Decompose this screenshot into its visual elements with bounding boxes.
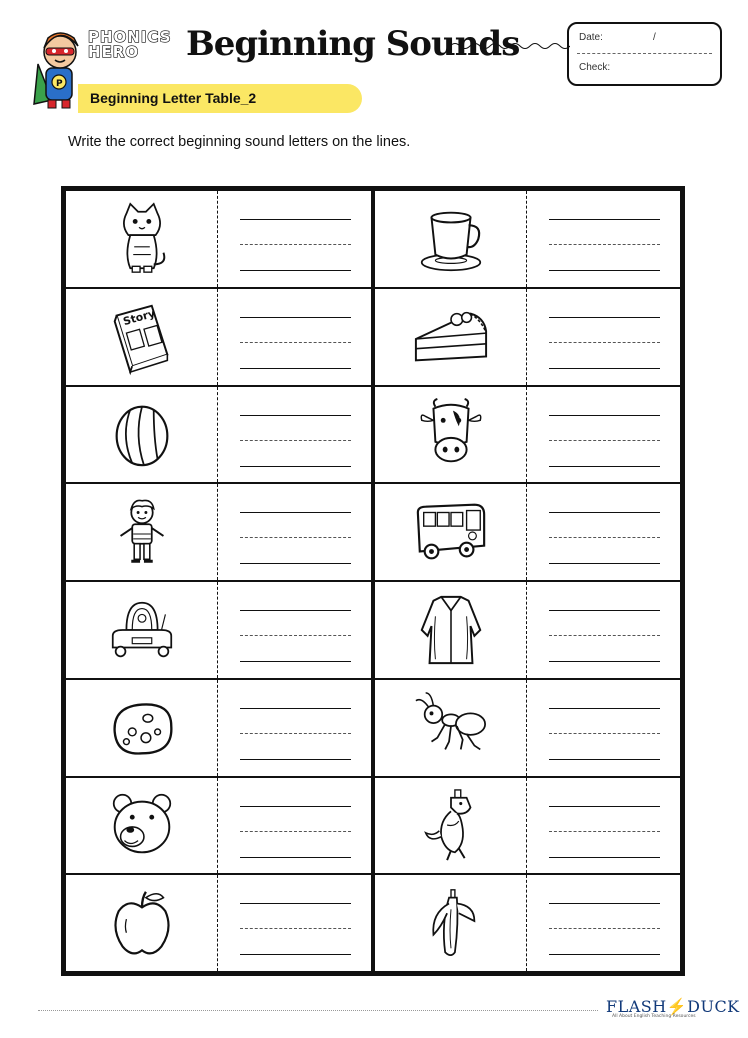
writing-line-top — [549, 415, 660, 416]
logo-tagline: All About English Teaching Resources — [612, 1014, 696, 1019]
ant-icon — [412, 689, 490, 767]
writing-line-top — [240, 708, 351, 709]
writing-line-middle — [240, 635, 351, 636]
cow-icon — [412, 395, 490, 473]
writing-line-top — [549, 903, 660, 904]
date-divider — [577, 53, 712, 54]
writing-line-bottom — [549, 270, 660, 271]
cup-icon — [412, 200, 490, 278]
worksheet-row — [66, 484, 371, 582]
worksheet-row — [66, 680, 371, 778]
writing-line-top — [549, 512, 660, 513]
writing-line-top — [549, 708, 660, 709]
writing-line-top — [549, 219, 660, 220]
writing-line-bottom — [549, 563, 660, 564]
writing-line-top — [549, 610, 660, 611]
logo-right: DUCK — [687, 997, 740, 1016]
writing-line-bottom — [549, 857, 660, 858]
writing-line-middle — [240, 928, 351, 929]
worksheet-row — [66, 582, 371, 680]
lightning-bolt-icon: ⚡ — [666, 997, 688, 1016]
ball-icon — [103, 395, 181, 473]
logo-left: FLASH — [606, 997, 667, 1016]
writing-line-top — [240, 219, 351, 220]
writing-line-middle — [549, 928, 660, 929]
bus-icon — [412, 493, 490, 571]
brand-line-1: PHONICS — [88, 28, 172, 46]
worksheet-row — [66, 875, 371, 971]
writing-line-bottom — [240, 466, 351, 467]
worksheet-row — [375, 484, 680, 582]
boy-icon — [103, 493, 181, 571]
writing-line-middle — [240, 831, 351, 832]
writing-line-bottom — [240, 857, 351, 858]
right-column — [375, 191, 680, 971]
writing-line-top — [240, 415, 351, 416]
writing-line-bottom — [240, 661, 351, 662]
writing-line-top — [549, 317, 660, 318]
writing-line-bottom — [240, 368, 351, 369]
worksheet-row — [375, 778, 680, 876]
squiggle-decoration-icon — [450, 40, 570, 52]
worksheet-row — [375, 582, 680, 680]
worksheet-row — [66, 289, 371, 387]
writing-line-bottom — [549, 466, 660, 467]
cookie-icon — [103, 689, 181, 767]
coat-icon — [412, 591, 490, 669]
writing-line-middle — [240, 537, 351, 538]
check-label: Check: — [579, 62, 611, 73]
worksheet-row — [375, 191, 680, 289]
writing-line-middle — [549, 635, 660, 636]
worksheet-row — [66, 191, 371, 289]
footer-divider — [38, 1010, 598, 1011]
writing-line-top — [240, 317, 351, 318]
writing-line-middle — [549, 244, 660, 245]
subtitle: Beginning Letter Table_2 — [90, 90, 257, 106]
writing-line-bottom — [549, 759, 660, 760]
writing-line-middle — [240, 342, 351, 343]
cake-icon — [412, 298, 490, 376]
writing-line-bottom — [240, 563, 351, 564]
writing-line-top — [240, 903, 351, 904]
svg-text:Story: Story — [121, 306, 157, 328]
instruction-text: Write the correct beginning sound letters on the lines. — [68, 134, 411, 150]
writing-line-bottom — [549, 954, 660, 955]
date-separator: / — [653, 32, 656, 43]
writing-line-top — [240, 610, 351, 611]
worksheet-row — [375, 875, 680, 971]
worksheet-row — [66, 778, 371, 876]
writing-line-middle — [549, 537, 660, 538]
alligator-icon — [412, 786, 490, 864]
writing-line-top — [549, 806, 660, 807]
worksheet-row — [375, 387, 680, 485]
svg-text:P: P — [56, 79, 63, 89]
apple-icon — [103, 884, 181, 962]
date-label: Date: — [579, 32, 603, 43]
writing-line-top — [240, 806, 351, 807]
writing-line-middle — [240, 244, 351, 245]
car-icon — [103, 591, 181, 669]
writing-line-bottom — [240, 954, 351, 955]
date-check-box — [567, 22, 722, 86]
page-title: Beginning Sounds — [186, 24, 520, 64]
writing-line-middle — [240, 733, 351, 734]
cat-icon — [103, 200, 181, 278]
writing-line-bottom — [240, 759, 351, 760]
writing-line-bottom — [549, 368, 660, 369]
banana-icon — [412, 884, 490, 962]
date-row — [579, 32, 713, 43]
writing-line-middle — [549, 342, 660, 343]
worksheet-row — [375, 680, 680, 778]
writing-line-top — [240, 512, 351, 513]
worksheet-row — [375, 289, 680, 387]
brand-logo — [88, 30, 180, 66]
writing-line-bottom — [549, 661, 660, 662]
writing-line-middle — [549, 831, 660, 832]
worksheet-row — [66, 387, 371, 485]
storybook-icon — [103, 298, 181, 376]
left-column — [66, 191, 371, 971]
bear-icon — [103, 786, 181, 864]
writing-line-bottom — [240, 270, 351, 271]
brand-line-2: HERO — [88, 43, 140, 61]
writing-line-middle — [240, 440, 351, 441]
writing-line-middle — [549, 440, 660, 441]
writing-line-middle — [549, 733, 660, 734]
worksheet-table — [61, 186, 685, 976]
